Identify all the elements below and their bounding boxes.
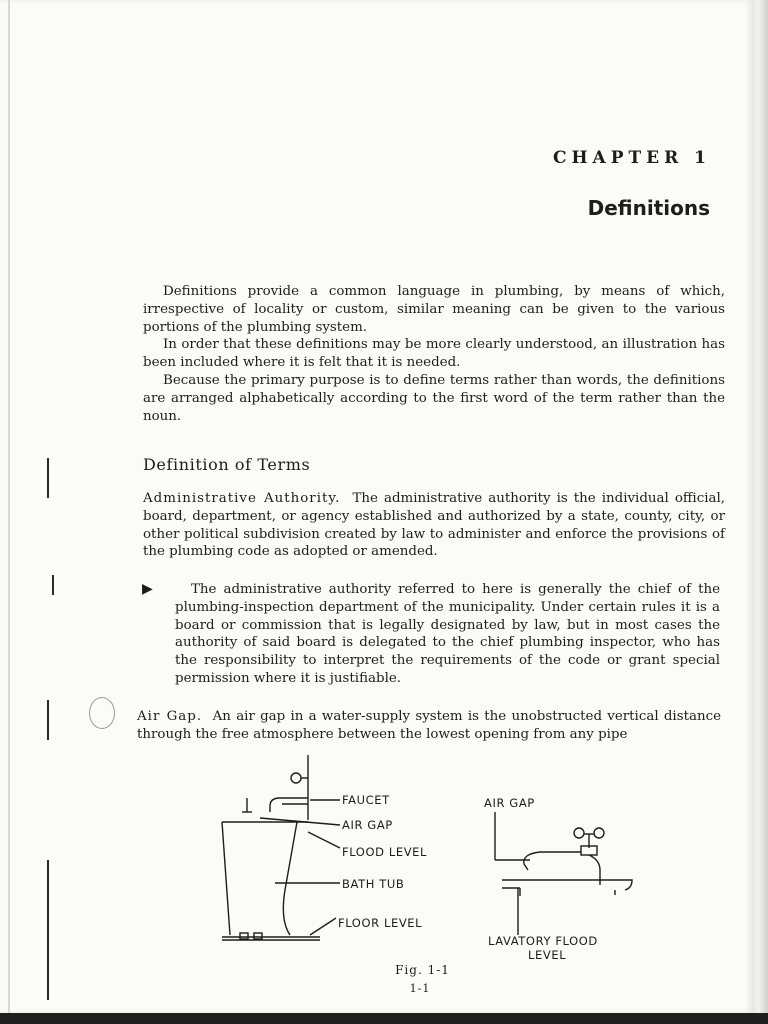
intro-text xyxy=(143,283,725,425)
definition-note xyxy=(175,581,720,688)
figure-caption: Fig. 1-1 xyxy=(395,963,450,977)
chapter-title: Definitions xyxy=(587,196,710,220)
binding-edge xyxy=(8,0,10,1013)
definition-text: An air gap in a water-supply system is the unobstructed vertical distance through the free atmosphere between the lowest opening from any pipe xyxy=(137,709,721,742)
margin-mark xyxy=(47,458,49,498)
note-arrow-icon: ▶ xyxy=(142,581,153,597)
intro-paragraph: In order that these definitions may be more clearly understood, an illustration has been included where it is felt that it is needed. xyxy=(143,337,725,371)
bathtub-drawing xyxy=(222,755,340,940)
lavatory-drawing xyxy=(495,812,632,935)
air-gap-figure xyxy=(200,750,650,965)
hole-punch-mark xyxy=(89,697,115,729)
label-floor-level: FLOOR LEVEL xyxy=(338,916,423,930)
page-number: 1-1 xyxy=(409,982,431,995)
label-lavatory-flood: LAVATORY FLOOD xyxy=(488,934,598,948)
scan-bottom-edge xyxy=(0,1013,768,1024)
label-air-gap: AIR GAP xyxy=(484,796,535,810)
definition-text: The administrative authority is the individual official, board, department, or agency established and authorized by a state, county, city, or other political subdivision created by law to administer and enforce the provisions of the plumbing code as adopted or amended. xyxy=(143,491,725,560)
margin-mark xyxy=(52,575,54,595)
label-bath-tub: BATH TUB xyxy=(342,877,405,891)
page-edge xyxy=(752,0,768,1013)
intro-paragraph: Because the primary purpose is to define terms rather than words, the definitions are arranged alphabetically according to the first word of the term rather than the noun. xyxy=(143,372,725,424)
margin-mark xyxy=(47,700,49,740)
margin-mark xyxy=(47,860,49,1000)
label-flood-level: FLOOD LEVEL xyxy=(342,845,428,859)
definition-administrative-authority xyxy=(143,490,725,561)
intro-paragraph: Definitions provide a common language in plumbing, by means of which, irrespective of locality or custom, similar meaning can be given to the various portions of the plumbing system. xyxy=(143,284,725,335)
label-faucet: FAUCET xyxy=(342,793,390,807)
definition-air-gap xyxy=(137,708,721,744)
definition-term: Air Gap. xyxy=(137,709,203,724)
chapter-label: CHAPTER 1 xyxy=(552,148,711,168)
definition-term: Administrative Authority. xyxy=(143,491,341,506)
section-heading: Definition of Terms xyxy=(143,455,311,474)
note-text: The administrative authority referred to here is generally the chief of the plumbing-inspection department of the municipality. Under certain rules it is a board or commission that is legally designated by law, but in most cases the authority of said board is delegated to the chief plumbing inspector, who has the responsibility to interpret the requirements of the code or grant special permission where it is justifiable. xyxy=(175,582,720,686)
label-air-gap: AIR GAP xyxy=(342,818,393,832)
label-lavatory-flood-level: LEVEL xyxy=(528,948,567,962)
